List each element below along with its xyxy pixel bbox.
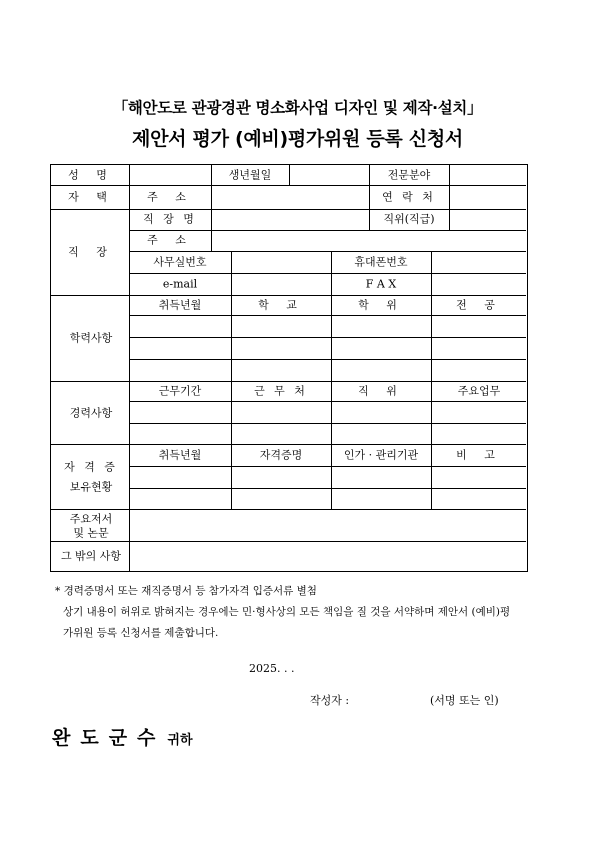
license-header-name: 자격증명 bbox=[259, 448, 303, 462]
workplace-name-label: 직 장 명 bbox=[143, 212, 197, 226]
signature-date: 2025. . . bbox=[249, 662, 295, 675]
work-address-label: 주 소 bbox=[147, 233, 193, 247]
career-header-duties: 주요업무 bbox=[457, 384, 501, 398]
office-phone-label: 사무실번호 bbox=[153, 255, 207, 269]
license-header-date: 취득년월 bbox=[158, 448, 202, 462]
addressee bbox=[52, 723, 193, 750]
application-form-table bbox=[50, 164, 528, 572]
education-header-school: 학 교 bbox=[258, 298, 304, 312]
author-label: 작성자 : bbox=[310, 694, 350, 707]
license-label-line1: 자 격 증 bbox=[64, 460, 118, 474]
license-header-remarks: 비 고 bbox=[456, 448, 502, 462]
attachment-note: * 경력증명서 또는 재직증명서 등 참가자격 입증서류 별첨 bbox=[55, 585, 317, 597]
contact-label: 연 락 처 bbox=[382, 190, 436, 204]
addressee-honorific: 귀하 bbox=[167, 733, 193, 748]
specialty-label: 전문분야 bbox=[387, 168, 431, 182]
pledge-line2: 가위원 등록 신청서를 제출합니다. bbox=[63, 627, 219, 639]
home-address-label: 주 소 bbox=[147, 190, 193, 204]
document-title-line2: 제안서 평가 (예비)평가위원 등록 신청서 bbox=[132, 128, 463, 150]
career-header-period: 근무기간 bbox=[158, 384, 202, 398]
education-label: 학력사항 bbox=[69, 331, 113, 345]
home-label: 자 택 bbox=[68, 190, 114, 204]
name-label: 성 명 bbox=[68, 168, 114, 182]
position-label: 직위(직급) bbox=[383, 212, 435, 226]
education-header-major: 전 공 bbox=[456, 298, 502, 312]
career-header-position: 직 위 bbox=[358, 384, 404, 398]
education-header-date: 취득년월 bbox=[158, 298, 202, 312]
publications-label-line2: 및 논문 bbox=[73, 526, 109, 540]
education-header-degree: 학 위 bbox=[358, 298, 404, 312]
email-label: e-mail bbox=[162, 277, 198, 291]
fax-label: F A X bbox=[365, 277, 397, 291]
career-header-employer: 근 무 처 bbox=[254, 384, 308, 398]
career-label: 경력사항 bbox=[69, 406, 113, 420]
license-header-issuer: 인가 · 관리기관 bbox=[343, 448, 419, 462]
signature-seal-label: (서명 또는 인) bbox=[430, 694, 499, 707]
other-label: 그 밖의 사항 bbox=[60, 549, 122, 563]
pledge-line1: 상기 내용이 허위로 밝혀지는 경우에는 민·형사상의 모든 책임을 질 것을 서약하며 제안서 (예비)평 bbox=[63, 606, 511, 618]
license-label-line2: 보유현황 bbox=[69, 480, 113, 494]
birthdate-label: 생년월일 bbox=[228, 168, 272, 182]
mobile-phone-label: 휴대폰번호 bbox=[354, 255, 408, 269]
publications-label-line1: 주요저서 bbox=[69, 512, 113, 526]
addressee-name: 완도군수 bbox=[52, 727, 166, 749]
work-label: 직 장 bbox=[68, 245, 114, 259]
document-title-line1: 「해안도로 관광경관 명소화사업 디자인 및 제작·설치」 bbox=[112, 99, 483, 117]
